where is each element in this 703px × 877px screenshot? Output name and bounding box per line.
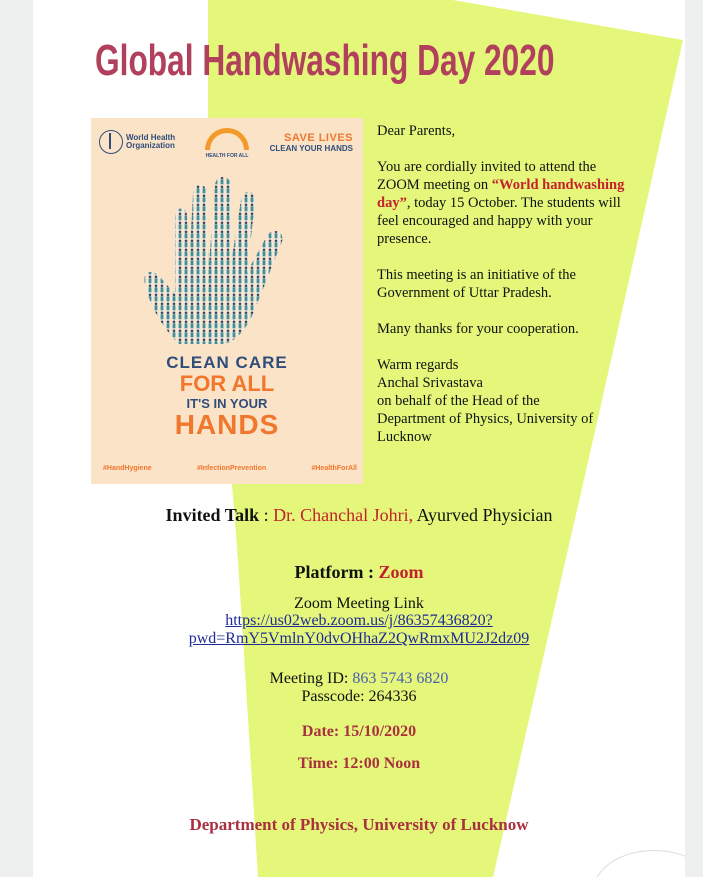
- invitation-paragraph: You are cordially invited to attend the ZOOM meeting on “World handwashing day”, today 15 October. The students will feel encouraged and happy with your presence.: [377, 159, 625, 247]
- its-in-text: IT'S IN: [186, 396, 227, 411]
- flyer-page: [33, 0, 685, 877]
- signer-name: Anchal Srivastava: [377, 375, 483, 391]
- health-for-all-text: HEALTH FOR ALL: [205, 153, 249, 159]
- meeting-id-label: Meeting ID:: [269, 670, 353, 687]
- department-line: Department of Physics, University of Lucknow: [377, 411, 594, 445]
- initiative-paragraph: This meeting is an initiative of the Government of Uttar Pradesh.: [377, 267, 576, 301]
- speaker-name: Dr. Chanchal Johri,: [273, 505, 414, 525]
- health-for-all-logo: [199, 128, 255, 159]
- event-date: Date: 15/10/2020: [301, 723, 417, 740]
- event-name: “World handwashing day”: [377, 177, 625, 211]
- platform-value: Zoom: [378, 562, 424, 582]
- for-all-text: FOR ALL: [179, 371, 275, 396]
- who-name-line2: Organization: [126, 141, 175, 150]
- hashtag: #HealthForAll: [311, 465, 357, 472]
- hands-text: HANDS: [174, 409, 280, 440]
- hashtag: #InfectionPrevention: [196, 465, 267, 472]
- signature-block: [377, 356, 637, 446]
- invited-talk: Invited Talk : Dr. Chanchal Johri, Ayurved Physician: [165, 505, 553, 525]
- page-title: Global Handwashing Day 2020: [95, 36, 555, 85]
- invitation-letter: [377, 122, 637, 446]
- passcode: Passcode: 264336: [301, 688, 417, 705]
- clean-hands-text: CLEAN YOUR HANDS: [269, 144, 353, 153]
- your-text: YOUR: [229, 396, 268, 411]
- meeting-id-value[interactable]: 863 5743 6820: [352, 670, 449, 687]
- invited-talk-label: Invited Talk: [165, 505, 260, 525]
- who-emblem-icon: [99, 130, 123, 154]
- department-footer: Department of Physics, University of Lucknow: [189, 815, 529, 834]
- who-logo: [99, 130, 190, 154]
- greeting: Dear Parents,: [377, 123, 456, 139]
- save-lives-slogan: [270, 132, 353, 153]
- arc-icon: [205, 128, 249, 150]
- platform: [33, 562, 685, 583]
- hashtag-row: [103, 465, 357, 472]
- thanks-paragraph: Many thanks for your cooperation.: [377, 321, 579, 337]
- behalf-line: on behalf of the Head of the: [377, 393, 540, 409]
- speaker-role: Ayurved Physician: [413, 505, 553, 525]
- who-poster: [91, 118, 363, 484]
- platform-label: Platform :: [294, 562, 379, 582]
- event-time: Time: 12:00 Noon: [297, 755, 421, 772]
- who-name-line1: World Health: [126, 133, 176, 142]
- hashtag: #HandHygiene: [103, 465, 152, 472]
- clean-care-text: CLEAN CARE: [166, 353, 288, 372]
- clean-care-slogan: [91, 354, 363, 439]
- zoom-meeting-link[interactable]: https://us02web.zoom.us/j/86357436820? pwd=RmY5VmlnY0dvOHhaZ2QwRmxMU2J2dz09: [188, 612, 530, 647]
- zoom-link-label: Zoom Meeting Link: [294, 595, 424, 612]
- hand-illustration-icon: [141, 176, 313, 346]
- save-lives-text: SAVE LIVES: [284, 132, 353, 144]
- meeting-credentials: [33, 670, 685, 706]
- regards: Warm regards: [377, 357, 459, 373]
